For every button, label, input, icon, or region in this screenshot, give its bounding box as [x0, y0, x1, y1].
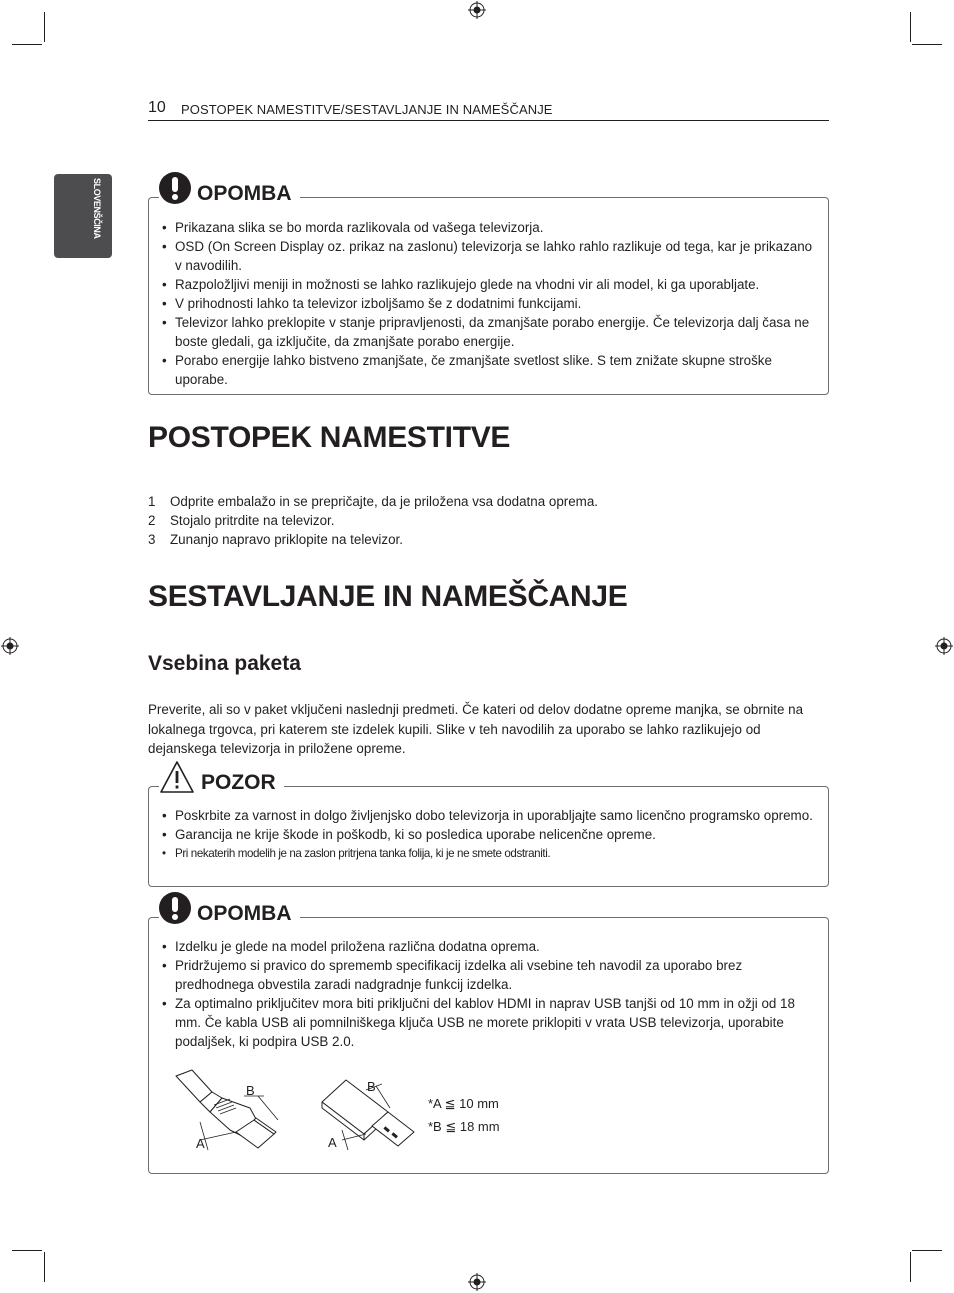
step-number: 1: [148, 494, 156, 509]
crop-mark: [12, 1250, 42, 1251]
registration-mark-icon: [1, 637, 19, 655]
registration-mark-icon: [468, 1, 486, 19]
page-number: 10: [148, 99, 166, 116]
caution-box-header: [159, 765, 284, 795]
header-title: POSTOPEK NAMESTITVE/SESTAVLJANJE IN NAMEŠČANJE: [181, 102, 553, 117]
list-item: • Poskrbite za varnost in dolgo življenjsko dobo televizorja in uporabljajte samo licenčno programsko opremo.: [161, 806, 816, 825]
note-label: OPOMBA: [197, 902, 292, 925]
spec-a: *A ≦ 10 mm: [428, 1096, 499, 1111]
section-title: SESTAVLJANJE IN NAMEŠČANJE: [148, 580, 628, 613]
list-item: • V prihodnosti lahko ta televizor izboljšamo še z dodatnimi funkcijami.: [161, 294, 816, 313]
step-item: [148, 492, 598, 511]
usb-label-b: B: [367, 1079, 376, 1094]
list-item: • Prikazana slika se bo morda razlikovala od vašega televizorja.: [161, 218, 816, 237]
note-box: [148, 182, 829, 395]
step-item: [148, 530, 598, 549]
registration-mark-icon: [468, 1273, 486, 1291]
list-item: • Pri nekaterih modelih je na zaslon pritrjena tanka folija, ki je ne smete odstraniti.: [161, 844, 816, 863]
hdmi-label-a: A: [196, 1136, 205, 1151]
list-item: • Izdelku je glede na model priložena različna dodatna oprema.: [161, 937, 816, 956]
crop-mark: [910, 1252, 911, 1282]
note-list: [161, 937, 816, 1051]
language-tab-label: SLOVENŠČINA: [92, 178, 102, 239]
caution-list: [161, 806, 816, 863]
note-label: OPOMBA: [197, 182, 292, 205]
page-header: [148, 99, 829, 121]
hdmi-connector-diagram: [170, 1068, 290, 1152]
crop-mark: [44, 1252, 45, 1282]
crop-mark: [44, 12, 45, 42]
step-text: Zunanjo napravo priklopite na televizor.: [170, 532, 403, 547]
section-title: POSTOPEK NAMESTITVE: [148, 421, 511, 454]
step-text: Stojalo pritrdite na televizor.: [170, 513, 335, 528]
step-number: 2: [148, 513, 156, 528]
note-box-header: [159, 896, 300, 926]
language-tab: [54, 174, 112, 258]
list-item: • OSD (On Screen Display oz. prikaz na zaslonu) televizorja se lahko rahlo razlikuje od tega, kar je prikazano v navodilih.: [161, 237, 816, 275]
step-item: [148, 511, 598, 530]
note-list: [161, 218, 816, 389]
crop-mark: [910, 12, 911, 42]
list-item: • Porabo energije lahko bistveno zmanjšate, če zmanjšate svetlost slike. S tem znižate skupne stroške uporabe.: [161, 351, 816, 389]
steps-list: [148, 492, 598, 549]
crop-mark: [912, 44, 942, 45]
warning-triangle-icon: [159, 760, 195, 794]
crop-mark: [12, 44, 42, 45]
crop-mark: [912, 1250, 942, 1251]
usb-stick-diagram: [318, 1074, 428, 1152]
exclamation-icon: [159, 172, 191, 204]
step-number: 3: [148, 532, 156, 547]
spec-b: *B ≦ 18 mm: [428, 1119, 500, 1134]
hdmi-label-b: B: [246, 1083, 255, 1098]
caution-label: POZOR: [201, 771, 276, 794]
exclamation-icon: [159, 892, 191, 924]
registration-mark-icon: [935, 637, 953, 655]
note-box-header: [159, 176, 300, 206]
list-item: • Televizor lahko preklopite v stanje pripravljenosti, da zmanjšate porabo energije. Če televizorja dalj časa ne boste gledali, ga izključite, da zmanjšate porabo energije.: [161, 313, 816, 351]
list-item: • Garancija ne krije škode in poškodb, ki so posledica uporabe nelicenčne opreme.: [161, 825, 816, 844]
caution-box: [148, 771, 829, 887]
list-item: • Razpoložljivi meniji in možnosti se lahko razlikujejo glede na vhodni vir ali model, ki ga uporabljate.: [161, 275, 816, 294]
subsection-title: Vsebina paketa: [148, 652, 301, 675]
step-text: Odprite embalažo in se prepričajte, da je priložena vsa dodatna oprema.: [170, 494, 599, 509]
usb-label-a: A: [328, 1135, 337, 1150]
package-paragraph: Preverite, ali so v paket vključeni naslednji predmeti. Če kateri od delov dodatne opreme manjka, se obrnite na lokalnega trgovca, pri katerem ste izdelek kupili. Slike v teh navodilih za uporabo se lahko razlikujejo od dejanskega televizorja in priložene opreme.: [148, 702, 804, 756]
list-item: • Za optimalno priključitev mora biti priključni del kablov HDMI in naprav USB tanjši od 10 mm in ožji od 18 mm. Če kabla USB ali pomnilniškega ključa USB ne morete priklopiti v vrata USB televizorja, uporabite podaljšek, ki podpira USB 2.0.: [161, 994, 816, 1051]
list-item: • Pridržujemo si pravico do sprememb specifikacij izdelka ali vsebine teh navodil za uporabo brez predhodnega obvestila zaradi nadgradnje funkcij izdelka.: [161, 956, 816, 994]
